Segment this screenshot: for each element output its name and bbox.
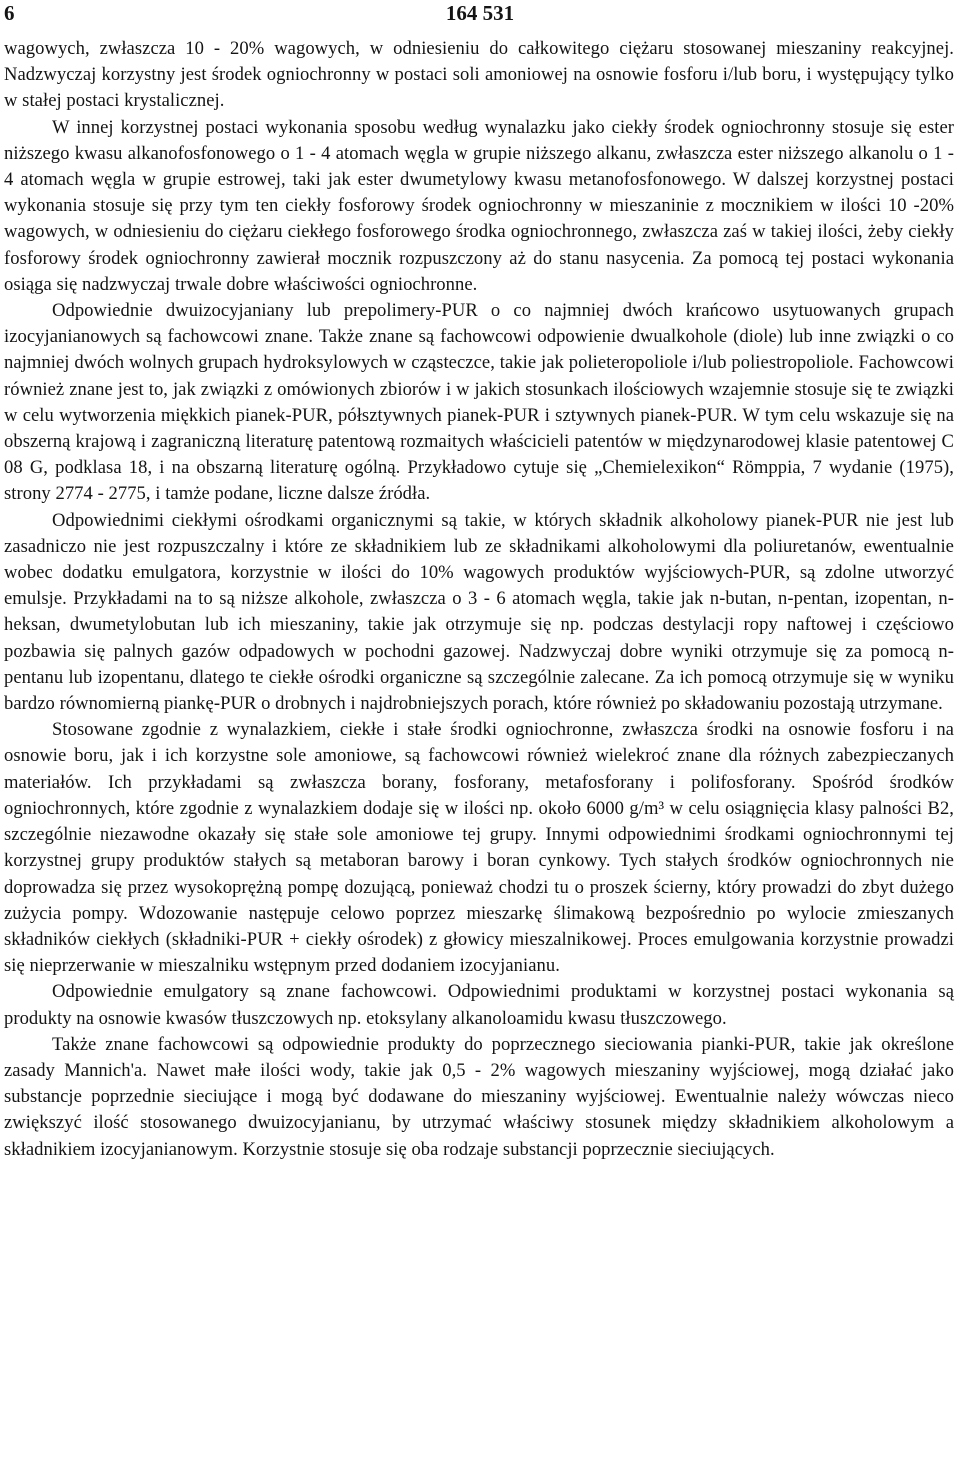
paragraph-emulsifiers: Odpowiednie emulgatory są znane fachowcowi. Odpowiednimi produktami w korzystnej postaci wykonania są produkty na osnowie kwasów tłuszczowych np. etoksylany alkanoloamidu kwasu tłuszczowego. <box>4 981 954 1029</box>
patent-number: 164 531 <box>445 1 515 25</box>
paragraph-crosslinkers: Także znane fachowcowi są odpowiednie produkty do poprzecznego sieciowania pianki-PUR, takie jak określone zasady Mannich'a. Nawet małe ilości wody, takie jak 0,5 - 2% wagowych mieszaniny wyjściowej, mogą działać jako substancje poprzednie sieciujące i mogą być dodawane do mieszaniny wyjściowej. Ewentualnie należy wówczas nieco zwiększyć ilość stosowanego dwuizocyjanianu, by utrzymać właściwy stosunek między składnikiem alkoholowym a składnikiem izocyjanianowym. Korzystnie stosuje się oba rodzaje substancji poprzecznie sieciujących. <box>4 1033 954 1160</box>
page-number: 6 <box>4 1 15 25</box>
paragraph-continuation: wagowych, zwłaszcza 10 - 20% wagowych, w odniesieniu do całkowitego ciężaru stosowanej mieszaniny reakcyjnej. Nadzwyczaj korzystny jest środek ogniochronny w postaci soli amoniowej na osnowie fosforu i/lub boru, i występujący tylko w stałej postaci krystalicznej. <box>4 38 954 112</box>
page-header <box>0 0 960 30</box>
paragraph-liquid-flame-retardant: W innej korzystnej postaci wykonania sposobu według wynalazku jako ciekły środek ogniochronny stosuje się ester niższego kwasu alkanofosfonowego o 1 - 4 atomach węgla w grupie niższego alkanu, zwłaszcza ester niższego alkanolu o 1 - 4 atomach węgla w grupie estrowej, taki jak ester dwumetylowy kwasu metanofosfonowego. W dalszej korzystnej postaci wykonania stosuje się przy tym ten ciekły fosforowy środek ogniochronny w mieszaninie z mocznikiem w ilości 10 -20% wagowych, w odniesieniu do ciężaru ciekłego fosforowego środka ogniochronnego, zwłaszcza zaś w takiej ilości, żeby ciekły fosforowy środek ogniochronny zawierał mocznik rozpuszczony aż do stanu nasycenia. Za pomocą tej postaci wykonania osiąga się nadzwyczaj trwale dobre właściwości ogniochronne. <box>4 116 954 295</box>
body-text <box>4 36 954 1163</box>
paragraph-diisocyanates: Odpowiednie dwuizocyjaniany lub prepolimery-PUR o co najmniej dwóch krańcowo usytuowanych grupach izocyjanianowych są fachowcowi znane. Także znane są fachowcowi odpowienie dwualkohole (diole) lub inne związki o co najmniej dwóch wolnych grupach hydroksylowych w cząsteczce, takie jak polieteropoliole i/lub poliestropoliole. Fachowcowi również znane jest to, jak związki z omówionych zbiorów i w jakich stosunkach ilościowych wzajemnie stosuje się te związki w celu wytworzenia miękkich pianek-PUR, półsztywnych pianek-PUR i sztywnych pianek-PUR. W tym celu wskazuje się na obszerną krajową i zagraniczną literaturę patentową rozmaitych właścicieli patentów w międzynarodowej klasie patentowej C 08 G, podklasa 18, i na obszarną literaturę ogólną. Przykładowo cytuje się „Chemielexikon“ Römppia, 7 wydanie (1975), strony 2774 - 2775, i tamże podane, liczne dalsze źródła. <box>4 300 954 505</box>
paragraph-solid-flame-retardants: Stosowane zgodnie z wynalazkiem, ciekłe i stałe środki ogniochronne, zwłaszcza środki na osnowie fosforu i na osnowie boru, jak i ich korzystne sole amoniowe, są fachowcowi również wielekroć znane dla różnych zabezpieczanych materiałów. Ich przykładami są zwłaszcza borany, fosforany, metafosforany i polifosforany. Spośród środków ogniochronnych, które zgodnie z wynalazkiem dodaje się w ilości np. około 6000 g/m³ w celu osiągnięcia klasy palności B2, szczególnie niezawodne okazały się stałe sole amoniowe tej grupy. Innymi odpowiednimi środkami ogniochronnymi tej korzystnej grupy produktów stałych są metaboran barowy i boran cynkowy. Tych stałych środków ogniochronnych nie doprowadza się przez wysokoprężną pompę dozującą, ponieważ chodzi tu o proszek ścierny, który prowadzi do zbyt dużego zużycia pompy. Wdozowanie następuje celowo poprzez mieszarkę ślimakową bezpośrednio po wylocie zmieszanych składników ciekłych (składniki-PUR + ciekły ośrodek) z głowicy mieszalnikowej. Proces emulgowania korzystnie prowadzi się nieprzerwanie w mieszalniku wstępnym przed dodaniem izocyjanianu. <box>4 719 954 977</box>
paragraph-organic-media: Odpowiednimi ciekłymi ośrodkami organicznymi są takie, w których składnik alkoholowy pianek-PUR nie jest lub zasadniczo nie jest rozpuszczalny i które ze składnikiem lub ze składnikami alkoholowymi dla poliuretanów, ewentualnie wobec dodatku emulgatora, korzystnie w ilości do 10% wagowych produktów wyjściowych-PUR, są zdolne utworzyć emulsje. Przykładami na to są niższe alkohole, zwłaszcza o 3 - 6 atomach węgla, takie jak n-butan, n-pentan, izopentan, n-heksan, dwumetylobutan lub ich mieszaniny, takie jak otrzymuje się np. podczas destylacji ropy naftowej i częściowo pozbawia się palnych gazów odpadowych w pochodni gazowej. Nadzwyczaj dobre wyniki otrzymuje się za pomocą n-pentanu lub izopentanu, dlatego te ciekłe ośrodki organiczne są szczególnie zalecane. Za ich pomocą otrzymuje się w wyniku bardzo równomierną piankę-PUR o drobnych i najdrobniejszych porach, które również po składowaniu pozostają utrzymane. <box>4 509 954 715</box>
